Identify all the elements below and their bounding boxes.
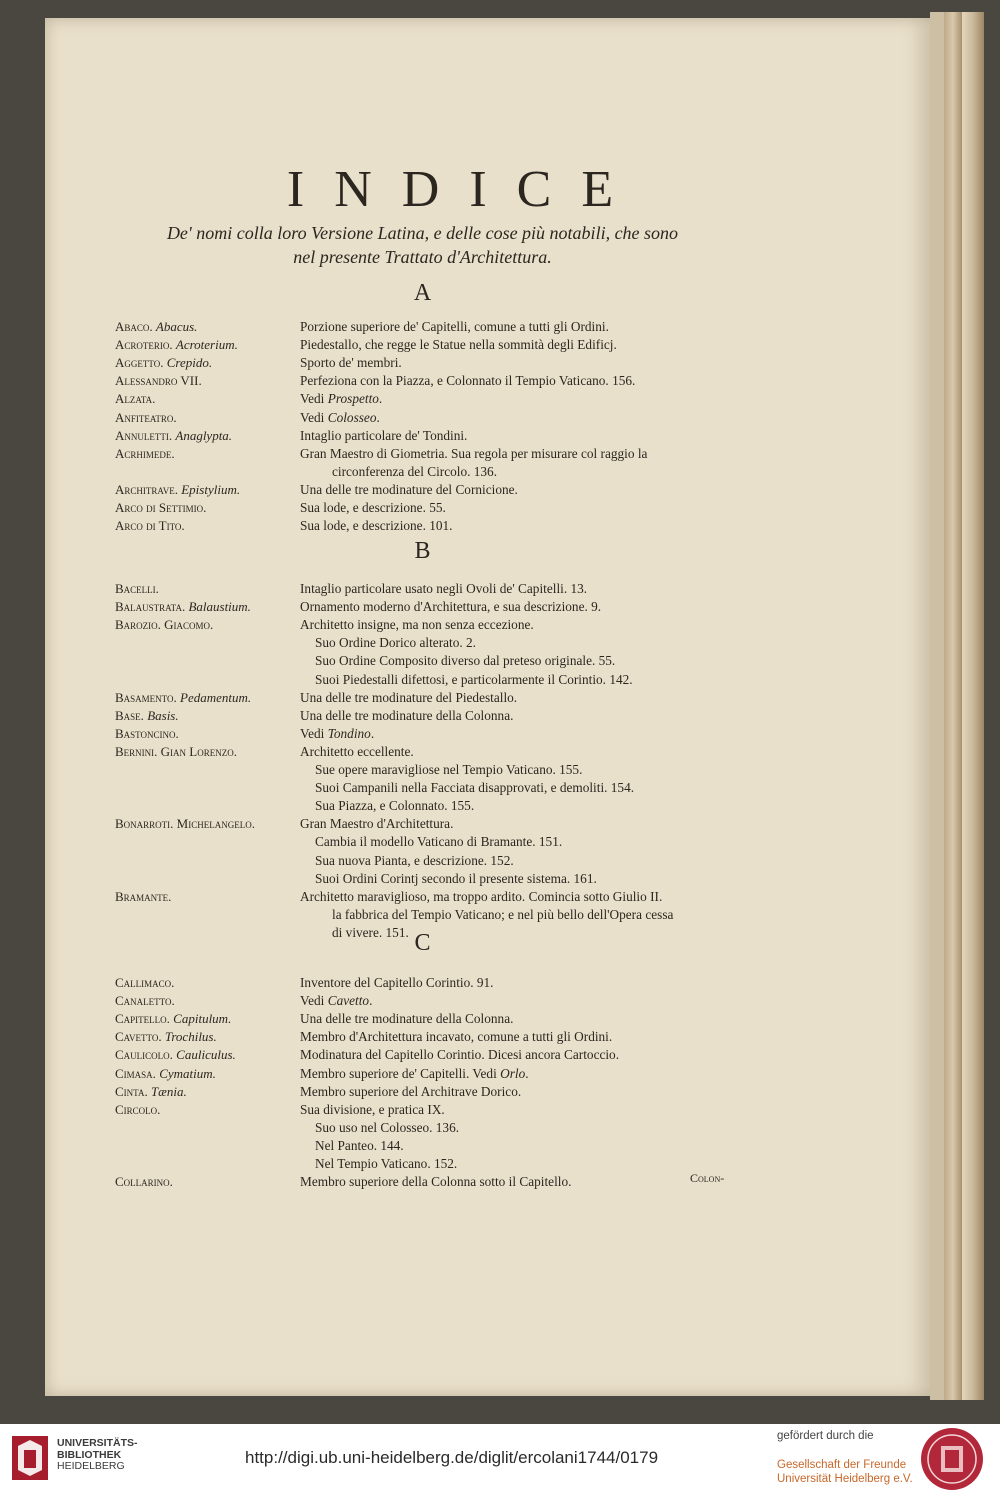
index-description: Porzione superiore de' Capitelli, comune a tutti gli Ordini.	[300, 319, 609, 334]
index-term: Caulicolo. Cauliculus.	[115, 1047, 236, 1063]
library-logo-icon[interactable]	[10, 1434, 50, 1482]
index-term: Acroterio. Acroterium.	[115, 337, 238, 353]
index-description: Intaglio particolare de' Tondini.	[300, 427, 468, 443]
index-term: Canaletto.	[115, 993, 175, 1009]
index-term: Balaustrata. Balaustium.	[115, 599, 251, 615]
permalink-url[interactable]: http://digi.ub.uni-heidelberg.de/diglit/ercolani1744/0179	[245, 1448, 659, 1467]
index-description: Suo uso nel Colosseo. 136.	[315, 1119, 460, 1135]
index-description: Sua nuova Pianta, e descrizione. 152.	[315, 852, 514, 868]
section-letter: C	[414, 930, 431, 956]
index-term: Bonarroti. Michelangelo.	[115, 816, 255, 832]
index-description: Architetto maraviglioso, ma troppo ardito. Comincia sotto Giulio II.	[300, 888, 663, 904]
index-description: Piedestallo, che regge le Statue nella sommità degli Edificj.	[300, 337, 617, 353]
index-description: Membro superiore del Architrave Dorico.	[300, 1083, 522, 1099]
index-description: Architetto eccellente.	[300, 743, 414, 759]
index-description: Perfeziona con la Piazza, e Colonnato il Tempio Vaticano. 156.	[300, 373, 636, 389]
index-description: Vedi Tondino.	[300, 725, 375, 741]
index-description: Sua divisione, e pratica IX.	[300, 1101, 445, 1117]
index-description: Sua Piazza, e Colonnato. 155.	[315, 798, 475, 814]
library-name[interactable]	[57, 1438, 138, 1473]
library-name-line-1: UNIVERSITÄTS-	[57, 1437, 138, 1449]
index-description: Gran Maestro di Giometria. Sua regola per misurare col raggio la	[300, 445, 648, 461]
index-description: Sporto de' membri.	[300, 355, 402, 371]
section-letter: B	[414, 538, 431, 564]
university-seal-icon[interactable]	[919, 1426, 985, 1492]
index-term: Abaco. Abacus.	[115, 319, 198, 334]
index-description: Ornamento moderno d'Architettura, e sua descrizione. 9.	[300, 599, 602, 615]
viewer-footer	[0, 1424, 1000, 1496]
sponsor-name-line-1: Gesellschaft der Freunde	[777, 1459, 907, 1471]
index-term: Aggetto. Crepido.	[115, 355, 213, 371]
sponsor-name-line-2: Universität Heidelberg e.V.	[777, 1473, 913, 1485]
index-description: Membro superiore de' Capitelli. Vedi Orlo.	[300, 1065, 529, 1081]
index-term: Arco di Tito.	[115, 518, 185, 534]
subtitle-line-1: De' nomi colla loro Versione Latina, e delle cose più notabili, che sono	[166, 223, 679, 243]
index-description: Una delle tre modinature del Piedestallo.	[300, 689, 518, 705]
index-description: Gran Maestro d'Architettura.	[300, 816, 454, 832]
index-term: Capitello. Capitulum.	[115, 1011, 232, 1027]
index-description: Suoi Campanili nella Facciata disapprovati, e demoliti. 154.	[315, 780, 635, 796]
index-term: Base. Basis.	[115, 707, 179, 723]
index-description: Nel Panteo. 144.	[315, 1137, 404, 1153]
sponsor-label: gefördert durch die	[777, 1430, 874, 1442]
library-name-line-2: BIBLIOTHEK	[57, 1448, 122, 1461]
index-description: Vedi Cavetto.	[300, 993, 373, 1009]
index-description: Suo Ordine Dorico alterato. 2.	[315, 635, 476, 651]
index-term: Bastoncino.	[115, 725, 179, 741]
index-description: Cambia il modello Vaticano di Bramante. 151.	[315, 834, 563, 850]
index-description: Inventore del Capitello Corintio. 91.	[300, 975, 494, 990]
index-description: Intaglio particolare usato negli Ovoli de' Capitelli. 13.	[300, 581, 588, 596]
index-description: Sua lode, e descrizione. 101.	[300, 518, 453, 534]
index-description: Suoi Ordini Corintj secondo il presente sistema. 161.	[315, 870, 597, 886]
index-description: Modinatura del Capitello Corintio. Dicesi ancora Cartoccio.	[300, 1047, 620, 1063]
index-term: Collarino.	[115, 1174, 173, 1190]
index-description: Una delle tre modinature della Colonna.	[300, 707, 514, 723]
index-term: Basamento. Pedamentum.	[115, 689, 252, 705]
page-title: INDICE	[286, 161, 644, 218]
section-letter: A	[413, 280, 432, 306]
index-term: Circolo.	[115, 1101, 161, 1117]
index-term: Cimasa. Cymatium.	[115, 1065, 216, 1081]
sponsor-name[interactable]	[777, 1458, 913, 1486]
index-term: Cinta. Tænia.	[115, 1083, 187, 1099]
index-term: Architrave. Epistylium.	[115, 481, 241, 497]
index-term: Acrhimede.	[115, 445, 175, 461]
index-term: Bernini. Gian Lorenzo.	[115, 743, 237, 759]
index-description: Sua lode, e descrizione. 55.	[300, 500, 446, 515]
index-description: Membro superiore della Colonna sotto il Capitello.	[300, 1174, 572, 1190]
index-term: Cavetto. Trochilus.	[115, 1029, 217, 1045]
library-name-line-3: HEIDELBERG	[57, 1460, 125, 1472]
index-description: Suo Ordine Composito diverso dal preteso originale. 55.	[315, 653, 616, 669]
index-description: la fabbrica del Tempio Vaticano; e nel più bello dell'Opera cessa	[332, 906, 674, 922]
index-term: Alessandro VII.	[115, 373, 202, 389]
catchword: Colon-	[690, 1171, 725, 1185]
index-description: Suoi Piedestalli difettosi, e particolarmente il Corintio. 142.	[315, 671, 633, 687]
index-description: Vedi Prospetto.	[300, 391, 383, 407]
index-description: Architetto insigne, ma non senza eccezione.	[300, 617, 534, 633]
index-description: di vivere. 151.	[332, 924, 409, 940]
index-description: Sue opere maravigliose nel Tempio Vaticano. 155.	[315, 762, 583, 777]
index-term: Barozio. Giacomo.	[115, 617, 214, 633]
index-term: Annuletti. Anaglypta.	[115, 427, 233, 443]
index-description: Vedi Colosseo.	[300, 409, 380, 425]
index-description: Una delle tre modinature della Colonna.	[300, 1011, 514, 1027]
index-description: Nel Tempio Vaticano. 152.	[315, 1156, 458, 1171]
index-term: Bramante.	[115, 888, 172, 904]
index-description: Una delle tre modinature del Cornicione.	[300, 481, 518, 497]
index-term: Arco di Settimio.	[115, 500, 207, 515]
index-term: Bacelli.	[115, 581, 159, 596]
index-term: Alzata.	[115, 391, 156, 407]
index-description: circonferenza del Circolo. 136.	[332, 463, 498, 479]
index-term: Callimaco.	[115, 975, 175, 990]
index-term: Anfiteatro.	[115, 409, 177, 425]
subtitle-line-2: nel presente Trattato d'Architettura.	[293, 247, 552, 267]
index-description: Membro d'Architettura incavato, comune a tutti gli Ordini.	[300, 1029, 613, 1045]
